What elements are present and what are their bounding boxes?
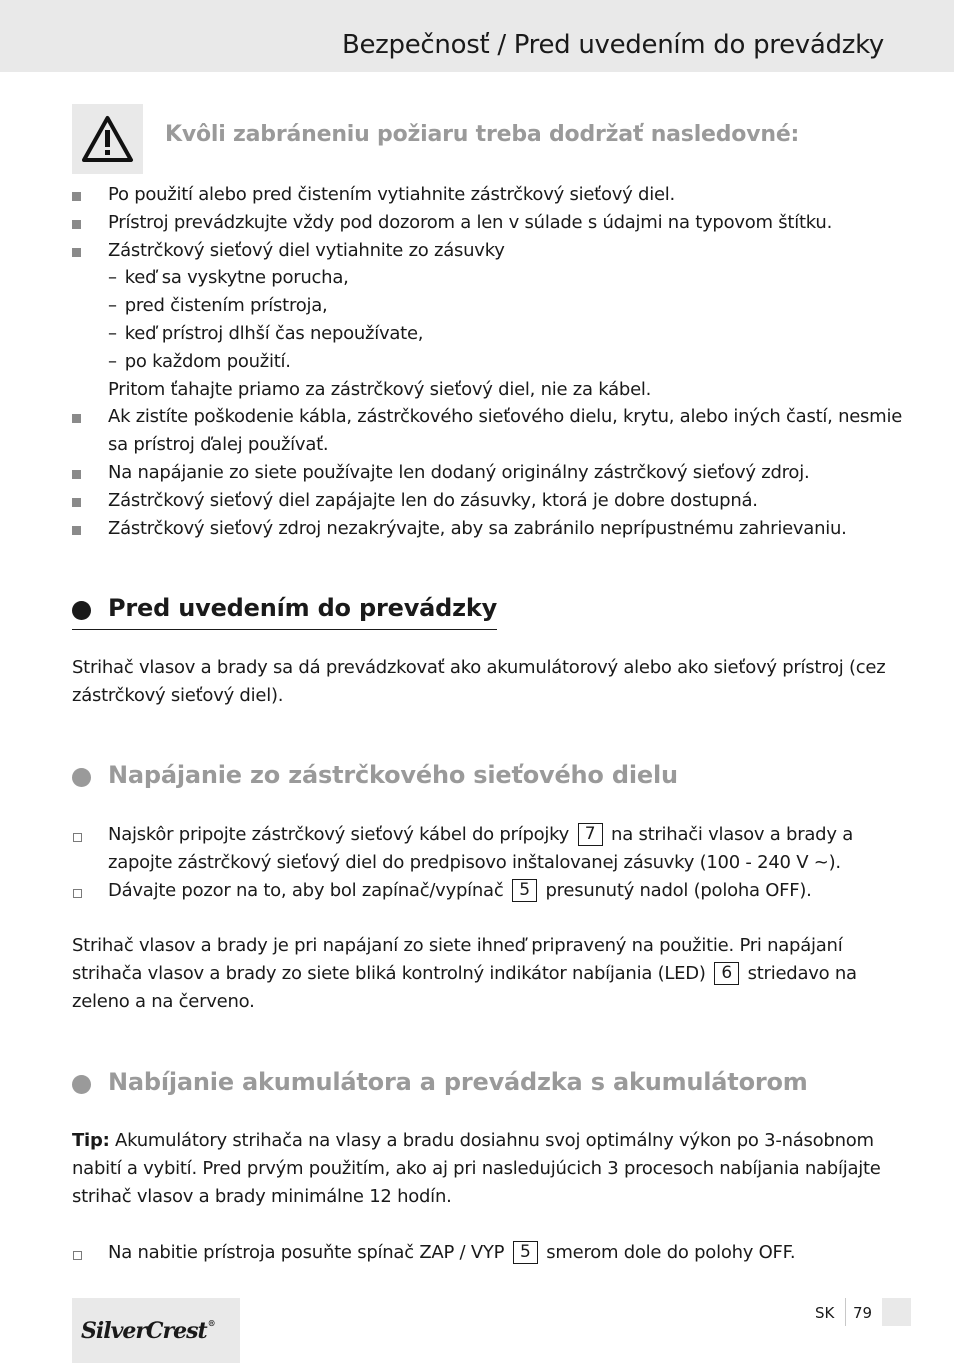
list-item: Zástrčkový sieťový zdroj nezakrývajte, aby sa zabránilo neprípustnému zahrievaniu.: [72, 515, 902, 543]
page-title: Bezpečnosť / Pred uvedením do prevádzky: [341, 30, 884, 60]
battery-steps-list: [72, 1239, 902, 1267]
checkbox-icon: [73, 1251, 82, 1260]
square-bullet-icon: [72, 470, 81, 479]
list-item: Zástrčkový sieťový diel vytiahnite zo zásuvky – keď sa vyskytne porucha, – pred čistením prístroja, – keď prístroj dlhší čas nepoužívate, – po každom použití. Pritom ťahajte priamo za zástrčkový sieťový diel, nie za kábel.: [72, 237, 902, 404]
square-bullet-icon: [72, 220, 81, 229]
square-bullet-icon: [72, 414, 81, 423]
sub-item: – keď sa vyskytne porucha,: [108, 267, 349, 289]
page-number: 79: [853, 1304, 873, 1322]
part-ref: 5: [513, 1241, 538, 1264]
square-bullet-icon: [72, 526, 81, 535]
list-item: Na napájanie zo siete používajte len dodaný originálny zástrčkový sieťový zdroj.: [72, 459, 902, 487]
mains-steps-list: [72, 821, 902, 904]
checkbox-icon: [73, 833, 82, 842]
bullet-dot-icon: [72, 768, 91, 787]
list-item: Zástrčkový sieťový diel zapájajte len do zásuvky, ktorá je dobre dostupná.: [72, 487, 902, 515]
warning-box: [72, 104, 143, 174]
square-bullet-icon: [72, 498, 81, 507]
checkbox-icon: [73, 889, 82, 898]
bullet-dot-icon: [72, 1075, 91, 1094]
warning-heading: Kvôli zabráneniu požiaru treba dodržať nasledovné:: [165, 122, 800, 147]
brand-logo: [72, 1298, 240, 1363]
list-item: Prístroj prevádzkujte vždy pod dozorom a len v súlade s údajmi na typovom štítku.: [72, 209, 902, 237]
page-corner-box: [882, 1298, 911, 1326]
before-use-paragraph: Strihač vlasov a brady sa dá prevádzkovať ako akumulátorový alebo ako sieťový prístroj (cez zástrčkový sieťový diel).: [72, 657, 886, 706]
logo-text: SilverCrest®: [81, 1318, 215, 1344]
tip-paragraph: Tip: Akumulátory strihača na vlasy a bradu dosiahnu svoj optimálny výkon po 3-násobnom nabití a vybití. Pred prvým použitím, ako aj pri nasledujúcich 3 procesoch nabíjania nabíjajte strihač vlasov a brady minimálne 12 hodín.: [72, 1130, 881, 1207]
square-bullet-icon: [72, 192, 81, 201]
mains-paragraph: Strihač vlasov a brady je pri napájaní zo siete ihneď pripravený na použitie. Pri napájaní strihača vlasov a brady zo siete bliká kontrolný indikátor nabíjania (LED) 6 striedavo na zeleno a na červeno.: [72, 935, 857, 1012]
tip-label: Tip:: [72, 1130, 110, 1151]
warning-triangle-icon: [81, 115, 134, 163]
list-item: Dávajte pozor na to, aby bol zapínač/vypínač 5 presunutý nadol (poloha OFF).: [72, 877, 902, 905]
list-item: Ak zistíte poškodenie kábla, zástrčkového sieťového dielu, krytu, alebo iných častí, nesmie sa prístroj ďalej používať.: [72, 403, 902, 459]
part-ref: 5: [512, 879, 537, 902]
sub-item: – pred čistením prístroja,: [108, 295, 328, 317]
sub-item: – keď prístroj dlhší čas nepoužívate,: [108, 322, 424, 344]
fire-safety-list: [72, 181, 902, 542]
list-item: Na nabitie prístroja posuňte spínač ZAP / VYP 5 smerom dole do polohy OFF.: [72, 1239, 902, 1267]
sub-item: – po každom použití.: [108, 350, 291, 372]
bullet-dot-icon: [72, 601, 91, 620]
header-bar: [0, 0, 954, 72]
list-item: Po použití alebo pred čistením vytiahnite zástrčkový sieťový diel.: [72, 181, 902, 209]
section-heading-before-use: Pred uvedením do prevádzky: [72, 594, 497, 630]
part-ref: 7: [578, 823, 603, 846]
list-item: Najskôr pripojte zástrčkový sieťový kábel do prípojky 7 na strihači vlasov a brady a zapojte zástrčkový sieťový diel do predpisovo inštalovanej zásuvky (100 - 240 V ~).: [72, 821, 902, 877]
part-ref: 6: [714, 962, 739, 985]
language-code: SK: [815, 1304, 835, 1322]
divider: [845, 1298, 846, 1326]
square-bullet-icon: [72, 248, 81, 257]
